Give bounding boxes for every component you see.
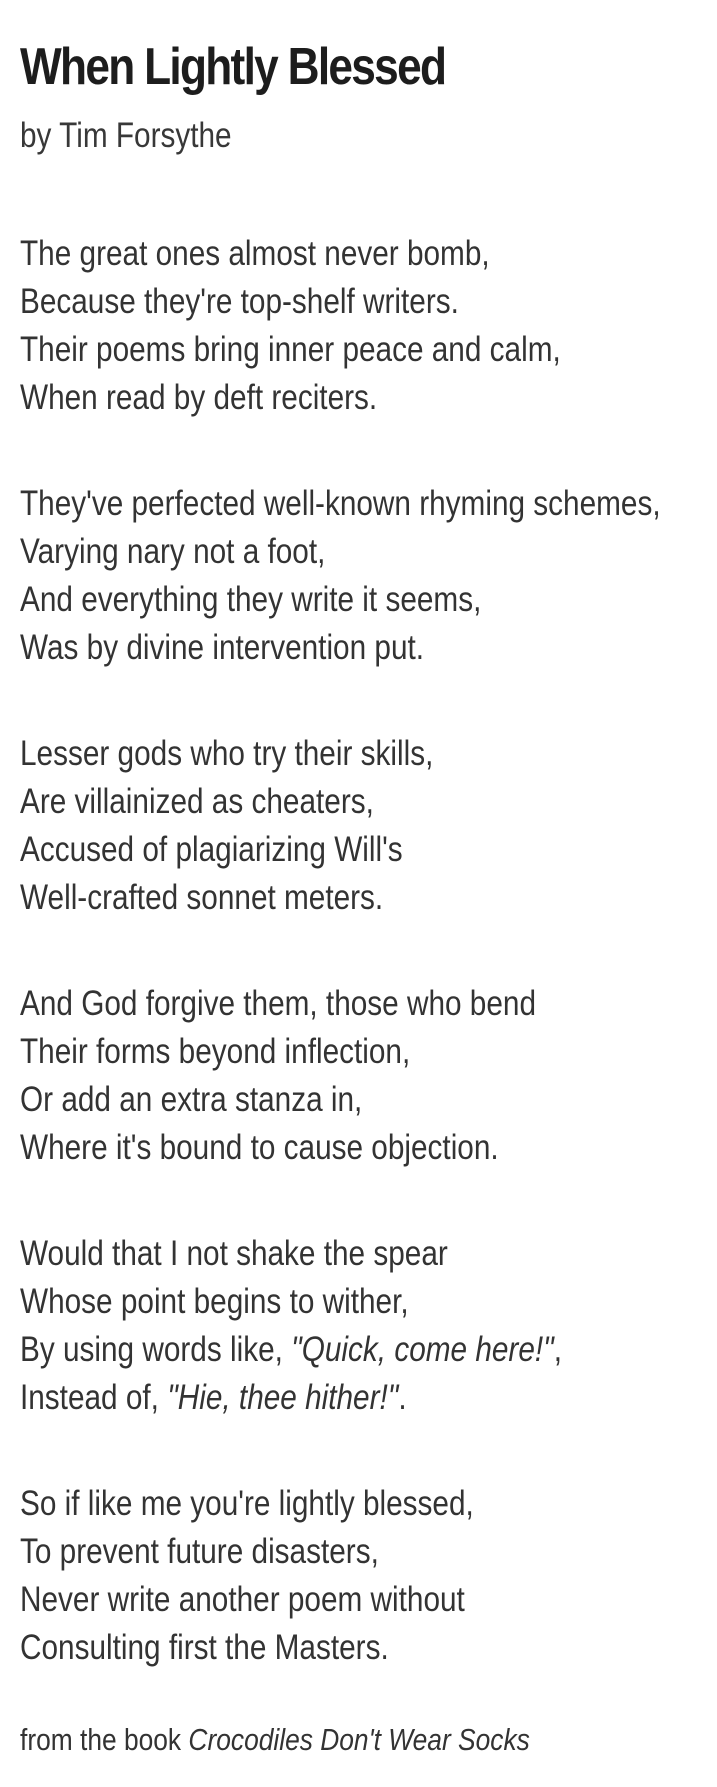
poem-line	[20, 480, 717, 528]
poem-line	[20, 278, 717, 326]
poem-text-segment: So if like me you're lightly blessed,	[20, 1484, 474, 1523]
stanza	[20, 730, 717, 922]
poem-line	[20, 874, 717, 922]
stanza	[20, 230, 717, 422]
poem-text-segment: Their forms beyond inflection,	[20, 1032, 411, 1071]
book-title: Crocodiles Don't Wear Socks	[188, 1722, 530, 1757]
poem-line	[20, 624, 717, 672]
poem-line	[20, 826, 717, 874]
poem-text-segment: Where it's bound to cause objection.	[20, 1128, 499, 1167]
poem-text-segment: Would that I not shake the spear	[20, 1234, 448, 1273]
poem-line	[20, 1374, 717, 1422]
poem-line	[20, 1326, 717, 1374]
poem-text-segment: When read by deft reciters.	[20, 378, 378, 417]
poem-text-segment: Or add an extra stanza in,	[20, 1080, 363, 1119]
poem-text-segment: Their poems bring inner peace and calm,	[20, 330, 561, 369]
poem-line	[20, 1076, 717, 1124]
poem-text-segment: Instead of,	[20, 1378, 168, 1417]
footer-prefix: from the book	[20, 1722, 189, 1757]
poem-text-segment: To prevent future disasters,	[20, 1532, 379, 1571]
poem-text-segment: Varying nary not a foot,	[20, 532, 326, 571]
poem-text-segment: By using words like,	[20, 1330, 292, 1369]
poem-text-segment: Never write another poem without	[20, 1580, 465, 1619]
poem-line	[20, 1480, 717, 1528]
poem-text-segment: They've perfected well-known rhyming schemes,	[20, 484, 661, 523]
poem-text-segment: .	[398, 1378, 407, 1417]
poem-text-segment: Because they're top-shelf writers.	[20, 282, 459, 321]
poem-line	[20, 326, 717, 374]
poem-line	[20, 1576, 717, 1624]
poem-line	[20, 576, 717, 624]
poem-line	[20, 230, 717, 278]
poem-line	[20, 778, 717, 826]
poem-page	[20, 0, 717, 1787]
poem-line	[20, 1230, 717, 1278]
stanza	[20, 1480, 717, 1672]
footer	[20, 1716, 717, 1764]
poem-line	[20, 1528, 717, 1576]
poem-line	[20, 980, 717, 1028]
poem-text-segment: Consulting first the Masters.	[20, 1628, 389, 1667]
poem-text-segment: Are villainized as cheaters,	[20, 782, 374, 821]
poem-text-segment: ,	[553, 1330, 562, 1369]
poem-line	[20, 528, 717, 576]
poem-text-segment: And everything they write it seems,	[20, 580, 482, 619]
poem-line	[20, 1278, 717, 1326]
poem-text-segment: And God forgive them, those who bend	[20, 984, 537, 1023]
poem-text-segment: "Quick, come here!"	[291, 1330, 554, 1369]
poem-text-segment: Was by divine intervention put.	[20, 628, 425, 667]
poem-line	[20, 374, 717, 422]
poem-text-segment: The great ones almost never bomb,	[20, 234, 490, 273]
byline: by Tim Forsythe	[20, 116, 232, 155]
poem-text-segment: Accused of plagiarizing Will's	[20, 830, 403, 869]
poem-line	[20, 730, 717, 778]
poem-text-segment: Lesser gods who try their skills,	[20, 734, 434, 773]
poem-line	[20, 1624, 717, 1672]
page-title: When Lightly Blessed	[20, 38, 446, 96]
poem-text-segment: Well-crafted sonnet meters.	[20, 878, 384, 917]
poem	[20, 230, 717, 1672]
stanza	[20, 480, 717, 672]
poem-text-segment: Whose point begins to wither,	[20, 1282, 409, 1321]
stanza	[20, 980, 717, 1172]
stanza	[20, 1230, 717, 1422]
poem-line	[20, 1028, 717, 1076]
poem-text-segment: "Hie, thee hither!"	[167, 1378, 399, 1417]
poem-line	[20, 1124, 717, 1172]
